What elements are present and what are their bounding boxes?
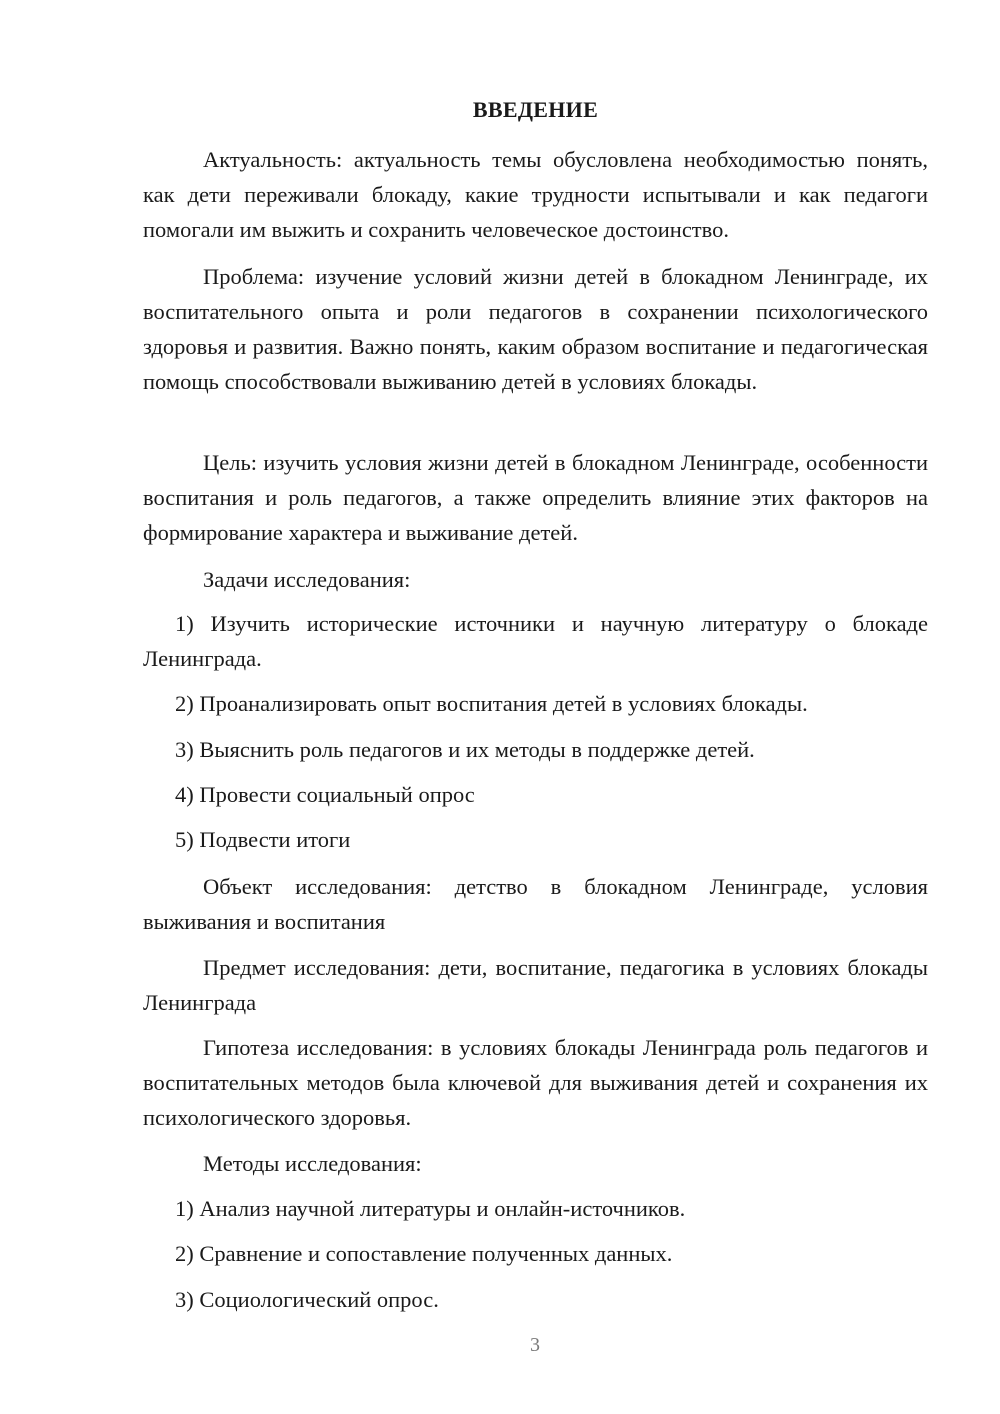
object-paragraph: Объект исследования: детство в блокадном Ленинграде, условия выживания и воспитания [143,874,928,934]
hypothesis-paragraph: Гипотеза исследования: в условиях блокады Ленинграда роль педагогов и воспитательных методов была ключевой для выживания детей и сохранения их психологического здоровья. [143,1035,928,1130]
task-item-2: 2) Проанализировать опыт воспитания детей в условиях блокады. [175,691,808,716]
methods-title: Методы исследования: [203,1151,422,1176]
method-item-3: 3) Социологический опрос. [175,1287,439,1312]
problem-paragraph: Проблема: изучение условий жизни детей в блокадном Ленинграде, их воспитательного опыта и роли педагогов в сохранении психологического здоровья и развития. Важно понять, каким образом воспитание и педагогическая помощь способствовали выживанию детей в условиях блокады. [143,264,928,394]
task-item-5: 5) Подвести итоги [175,827,351,852]
relevance-paragraph: Актуальность: актуальность темы обусловлена необходимостью понять, как дети переживали блокаду, какие трудности испытывали и как педагоги помогали им выжить и сохранить человеческое достоинство. [143,147,928,242]
method-item-2: 2) Сравнение и сопоставление полученных данных. [175,1241,673,1266]
tasks-title: Задачи исследования: [203,567,411,592]
subject-paragraph: Предмет исследования: дети, воспитание, педагогика в условиях блокады Ленинграда [143,955,928,1015]
goal-paragraph: Цель: изучить условия жизни детей в блокадном Ленинграде, особенности воспитания и роль педагогов, а также определить влияние этих факторов на формирование характера и выживание детей. [143,450,928,545]
task-item-4: 4) Провести социальный опрос [175,782,475,807]
section-heading: ВВЕДЕНИЕ [472,97,599,122]
task-item-3: 3) Выяснить роль педагогов и их методы в поддержке детей. [175,737,755,762]
method-item-1: 1) Анализ научной литературы и онлайн-источников. [175,1196,686,1221]
task-item-1: 1) Изучить исторические источники и научную литературу о блокаде Ленинграда. [143,611,928,671]
page-number: 3 [530,1334,540,1356]
